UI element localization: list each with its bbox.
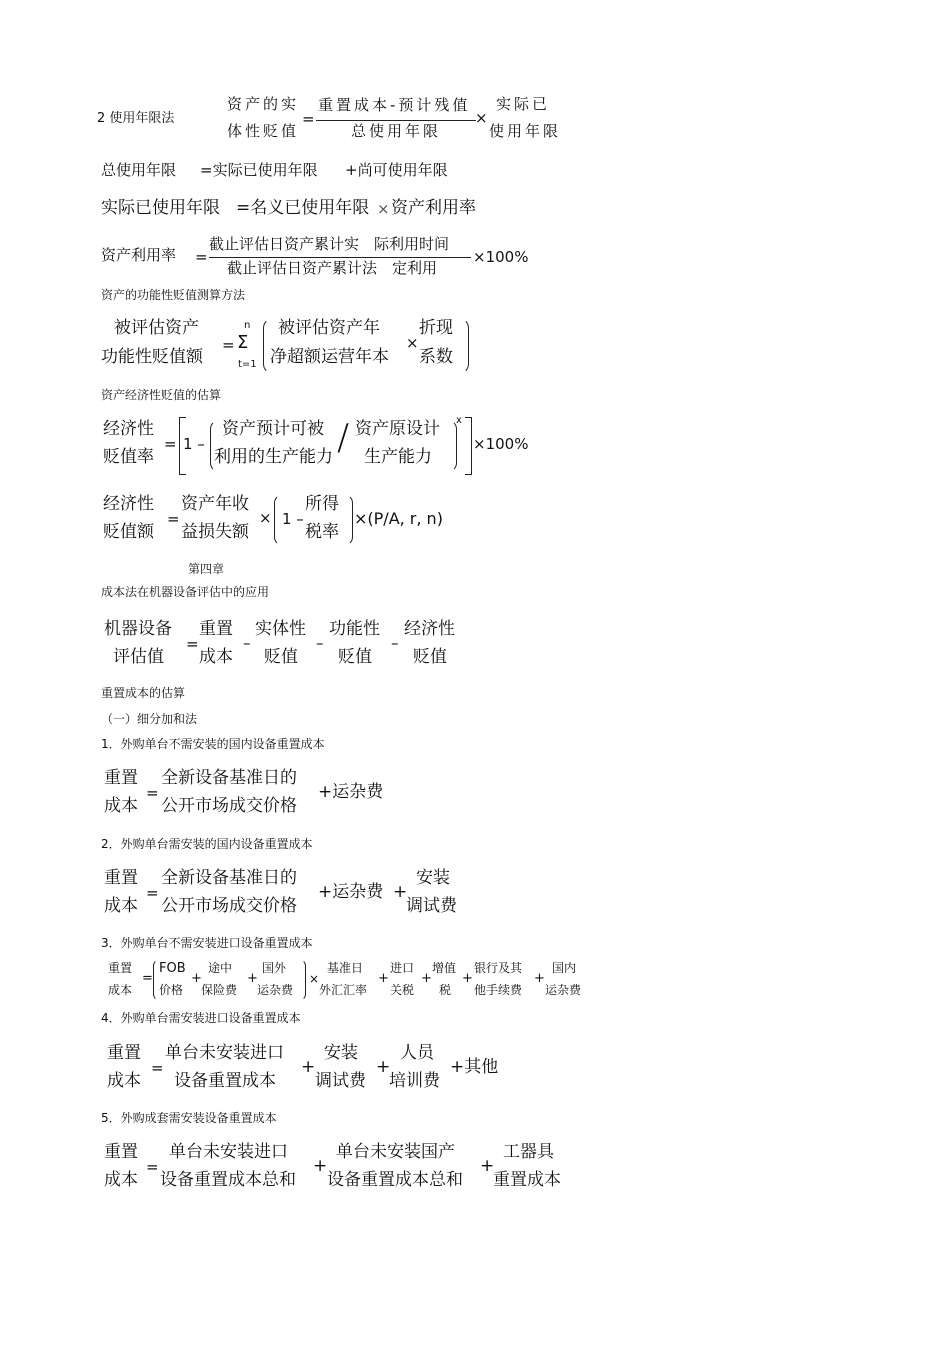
formula-term: 公开市场成交价格 [161, 796, 297, 816]
formula-term: +运杂费 [318, 882, 384, 902]
formula-term: 调试费 [315, 1071, 366, 1091]
formula-term: 运杂费 [545, 983, 582, 997]
formula-term: 所得 [305, 494, 339, 514]
right-paren [299, 959, 306, 1001]
formula-term: 进口 [390, 961, 415, 975]
equals-sign: = [186, 635, 199, 653]
formula-term: 税 [439, 983, 452, 997]
formula-term: 资产原设计 [355, 419, 440, 439]
right-paren [344, 494, 353, 546]
formula-term: 资产预计可被 [222, 419, 324, 439]
formula-lhs-line1: 重置 [104, 768, 138, 788]
formula-term: 贬值 [264, 647, 298, 667]
exponent: x [456, 415, 462, 426]
formula-term: 国内 [552, 961, 577, 975]
list-item: 5．外购成套需安装设备重置成本 [101, 1111, 277, 1125]
formula-term: 被评估资产年 [278, 318, 380, 338]
equals-sign: = [302, 110, 315, 128]
formula-term: 贬值 [338, 647, 372, 667]
formula-term: 生产能力 [364, 447, 432, 467]
fraction-bar [316, 120, 476, 121]
division-slash: / [337, 417, 350, 458]
plus-sign: + [191, 971, 202, 986]
formula-term: 单台未安装进口 [165, 1043, 284, 1063]
formula-lhs-line2: 贬值额 [103, 522, 154, 542]
formula-lhs-line1: 资产的实 [227, 95, 300, 113]
formula-term: 成本 [199, 647, 233, 667]
times-sign: × [475, 109, 488, 127]
right-bracket [465, 417, 472, 475]
sigma-icon: Σ [237, 332, 249, 353]
formula-term: 增值 [432, 961, 457, 975]
formula-lhs-line1: 机器设备 [104, 619, 172, 639]
minus-sign: – [243, 634, 251, 652]
plus-sign: + [421, 971, 432, 986]
section-heading: 资产的功能性贬值测算方法 [101, 288, 246, 302]
formula-lhs-line1: 经济性 [103, 494, 154, 514]
times-sign: × [309, 972, 320, 986]
plus-sign: + [378, 971, 389, 986]
plus-sign: + [301, 1057, 316, 1077]
formula-term: 折现 [419, 318, 453, 338]
formula-term: 单台未安装进口 [169, 1142, 288, 1162]
formula-term: 他手续费 [474, 983, 523, 997]
list-item: 2．外购单台需安装的国内设备重置成本 [101, 837, 313, 851]
minus-sign: – [316, 634, 324, 652]
formula-rhs-line2: 使用年限 [489, 122, 562, 140]
formula-term: 国外 [262, 961, 287, 975]
plus-sign: + [376, 1057, 391, 1077]
formula-lhs-line2: 评估值 [113, 647, 164, 667]
formula-term: 单台未安装国产 [336, 1142, 455, 1162]
times-sign: × [406, 334, 419, 352]
equals-sign: = [164, 435, 177, 453]
formula-lhs-line2: 成本 [104, 1170, 138, 1190]
formula-lhs-line2: 体性贬值 [227, 122, 300, 140]
right-paren [459, 318, 469, 374]
section-heading: 资产经济性贬值的估算 [101, 388, 222, 402]
formula-term: 设备重置成本总和 [327, 1170, 463, 1190]
formula-lhs-line2: 成本 [108, 983, 133, 997]
formula-term: 价格 [159, 983, 184, 997]
list-item: 1．外购单台不需安装的国内设备重置成本 [101, 737, 325, 751]
equals-sign: = [146, 1158, 159, 1176]
formula-term: 基准日 [327, 961, 364, 975]
percent-factor: ×100% [473, 248, 529, 266]
formula-term: 资产年收 [181, 494, 249, 514]
fraction-bar [209, 257, 471, 258]
equals-sign: = [167, 510, 180, 528]
formula-term: 重置 [199, 619, 233, 639]
formula-term: 贬值 [413, 647, 447, 667]
formula-term: 设备重置成本总和 [160, 1170, 296, 1190]
formula-term: 保险费 [201, 983, 238, 997]
formula-term: ×(P/A, r, n) [354, 509, 443, 528]
formula-term: +尚可使用年限 [345, 161, 448, 179]
formula-lhs-line2: 功能性贬值额 [101, 347, 203, 367]
formula-term: 资产利用率 [391, 198, 476, 218]
formula-term: 净超额运营年本 [270, 347, 389, 367]
formula-term: 利用的生产能力 [214, 447, 333, 467]
formula-lhs-line1: 重置 [104, 1142, 138, 1162]
formula-lhs-line2: 贬值率 [103, 447, 154, 467]
formula-term: 全新设备基准日的 [161, 868, 297, 888]
equals-sign: = [195, 248, 208, 266]
equals-sign: = [146, 784, 159, 802]
formula-term: 关税 [390, 983, 415, 997]
formula-label: 2 使用年限法 [97, 111, 175, 126]
formula-term: 银行及其 [474, 961, 523, 975]
formula-term: +其他 [450, 1057, 499, 1077]
equals-sign: = [151, 1059, 164, 1077]
formula-lhs-line1: 重置 [104, 868, 138, 888]
formula-term: 工器具 [503, 1142, 554, 1162]
section-heading: 成本法在机器设备评估中的应用 [101, 585, 270, 599]
formula-term: 全新设备基准日的 [161, 768, 297, 788]
list-item: 3．外购单台不需安装进口设备重置成本 [101, 936, 313, 950]
plus-sign: + [247, 971, 258, 986]
formula-term: FOB [159, 961, 186, 976]
formula-lhs-line2: 成本 [104, 796, 138, 816]
right-paren [448, 420, 457, 472]
formula-term: 途中 [208, 961, 233, 975]
plus-sign: + [462, 971, 473, 986]
formula-term: 培训费 [389, 1071, 440, 1091]
equals-sign: = [222, 336, 235, 354]
percent-factor: ×100% [473, 435, 529, 453]
formula-term: +运杂费 [318, 782, 384, 802]
subsection-heading: （一）细分加和法 [101, 712, 198, 726]
fraction-denominator: 总使用年限 [351, 122, 442, 140]
formula-term: 安装 [324, 1043, 358, 1063]
plus-sign: + [393, 882, 408, 902]
formula-term: 总使用年限 [101, 161, 177, 179]
formula-term: =名义已使用年限 [236, 198, 370, 218]
formula-term: 1 – [183, 435, 205, 453]
plus-sign: + [534, 971, 545, 986]
formula-term: 益损失额 [181, 522, 249, 542]
formula-term: 税率 [305, 522, 339, 542]
plus-sign: + [313, 1156, 328, 1176]
formula-term: 调试费 [406, 896, 457, 916]
formula-term: 人员 [400, 1043, 434, 1063]
equals-sign: = [142, 971, 153, 986]
formula-term: 经济性 [404, 619, 455, 639]
formula-lhs-line2: 成本 [104, 896, 138, 916]
formula-term: 1 – [282, 510, 304, 528]
formula-term: 运杂费 [257, 983, 294, 997]
formula-term: 功能性 [329, 619, 380, 639]
chapter-title: 第四章 [188, 562, 225, 576]
formula-term: 公开市场成交价格 [161, 896, 297, 916]
sum-lower-limit: t=1 [238, 359, 257, 370]
formula-term: 重置成本 [493, 1170, 561, 1190]
formula-term: 系数 [419, 347, 453, 367]
formula-term: 安装 [416, 868, 450, 888]
formula-lhs-line2: 成本 [107, 1071, 141, 1091]
fraction-numerator: 重置成本-预计残值 [318, 96, 471, 114]
formula-lhs-line1: 经济性 [103, 419, 154, 439]
formula-term: =实际已使用年限 [200, 161, 318, 179]
formula-term: 设备重置成本 [174, 1071, 276, 1091]
formula-lhs-line1: 重置 [107, 1043, 141, 1063]
equals-sign: = [146, 884, 159, 902]
formula-term: 实体性 [255, 619, 306, 639]
plus-sign: + [480, 1156, 495, 1176]
fraction-numerator: 截止评估日资产累计实 际利用时间 [209, 235, 450, 253]
formula-lhs-line1: 重置 [108, 961, 133, 975]
section-heading: 重置成本的估算 [101, 686, 186, 700]
formula-rhs-line1: 实际已 [496, 95, 551, 113]
minus-sign: – [391, 634, 399, 652]
times-sign: × [259, 509, 272, 527]
sum-upper-limit: n [244, 320, 251, 331]
list-item: 4．外购单台需安装进口设备重置成本 [101, 1011, 301, 1025]
formula-term: 外汇汇率 [319, 983, 368, 997]
formula-term: 资产利用率 [101, 246, 177, 264]
formula-lhs-line1: 被评估资产 [114, 318, 199, 338]
formula-term: 实际已使用年限 [101, 198, 220, 218]
times-sign: × [377, 200, 390, 218]
fraction-denominator: 截止评估日资产累计法 定利用 [227, 259, 438, 277]
